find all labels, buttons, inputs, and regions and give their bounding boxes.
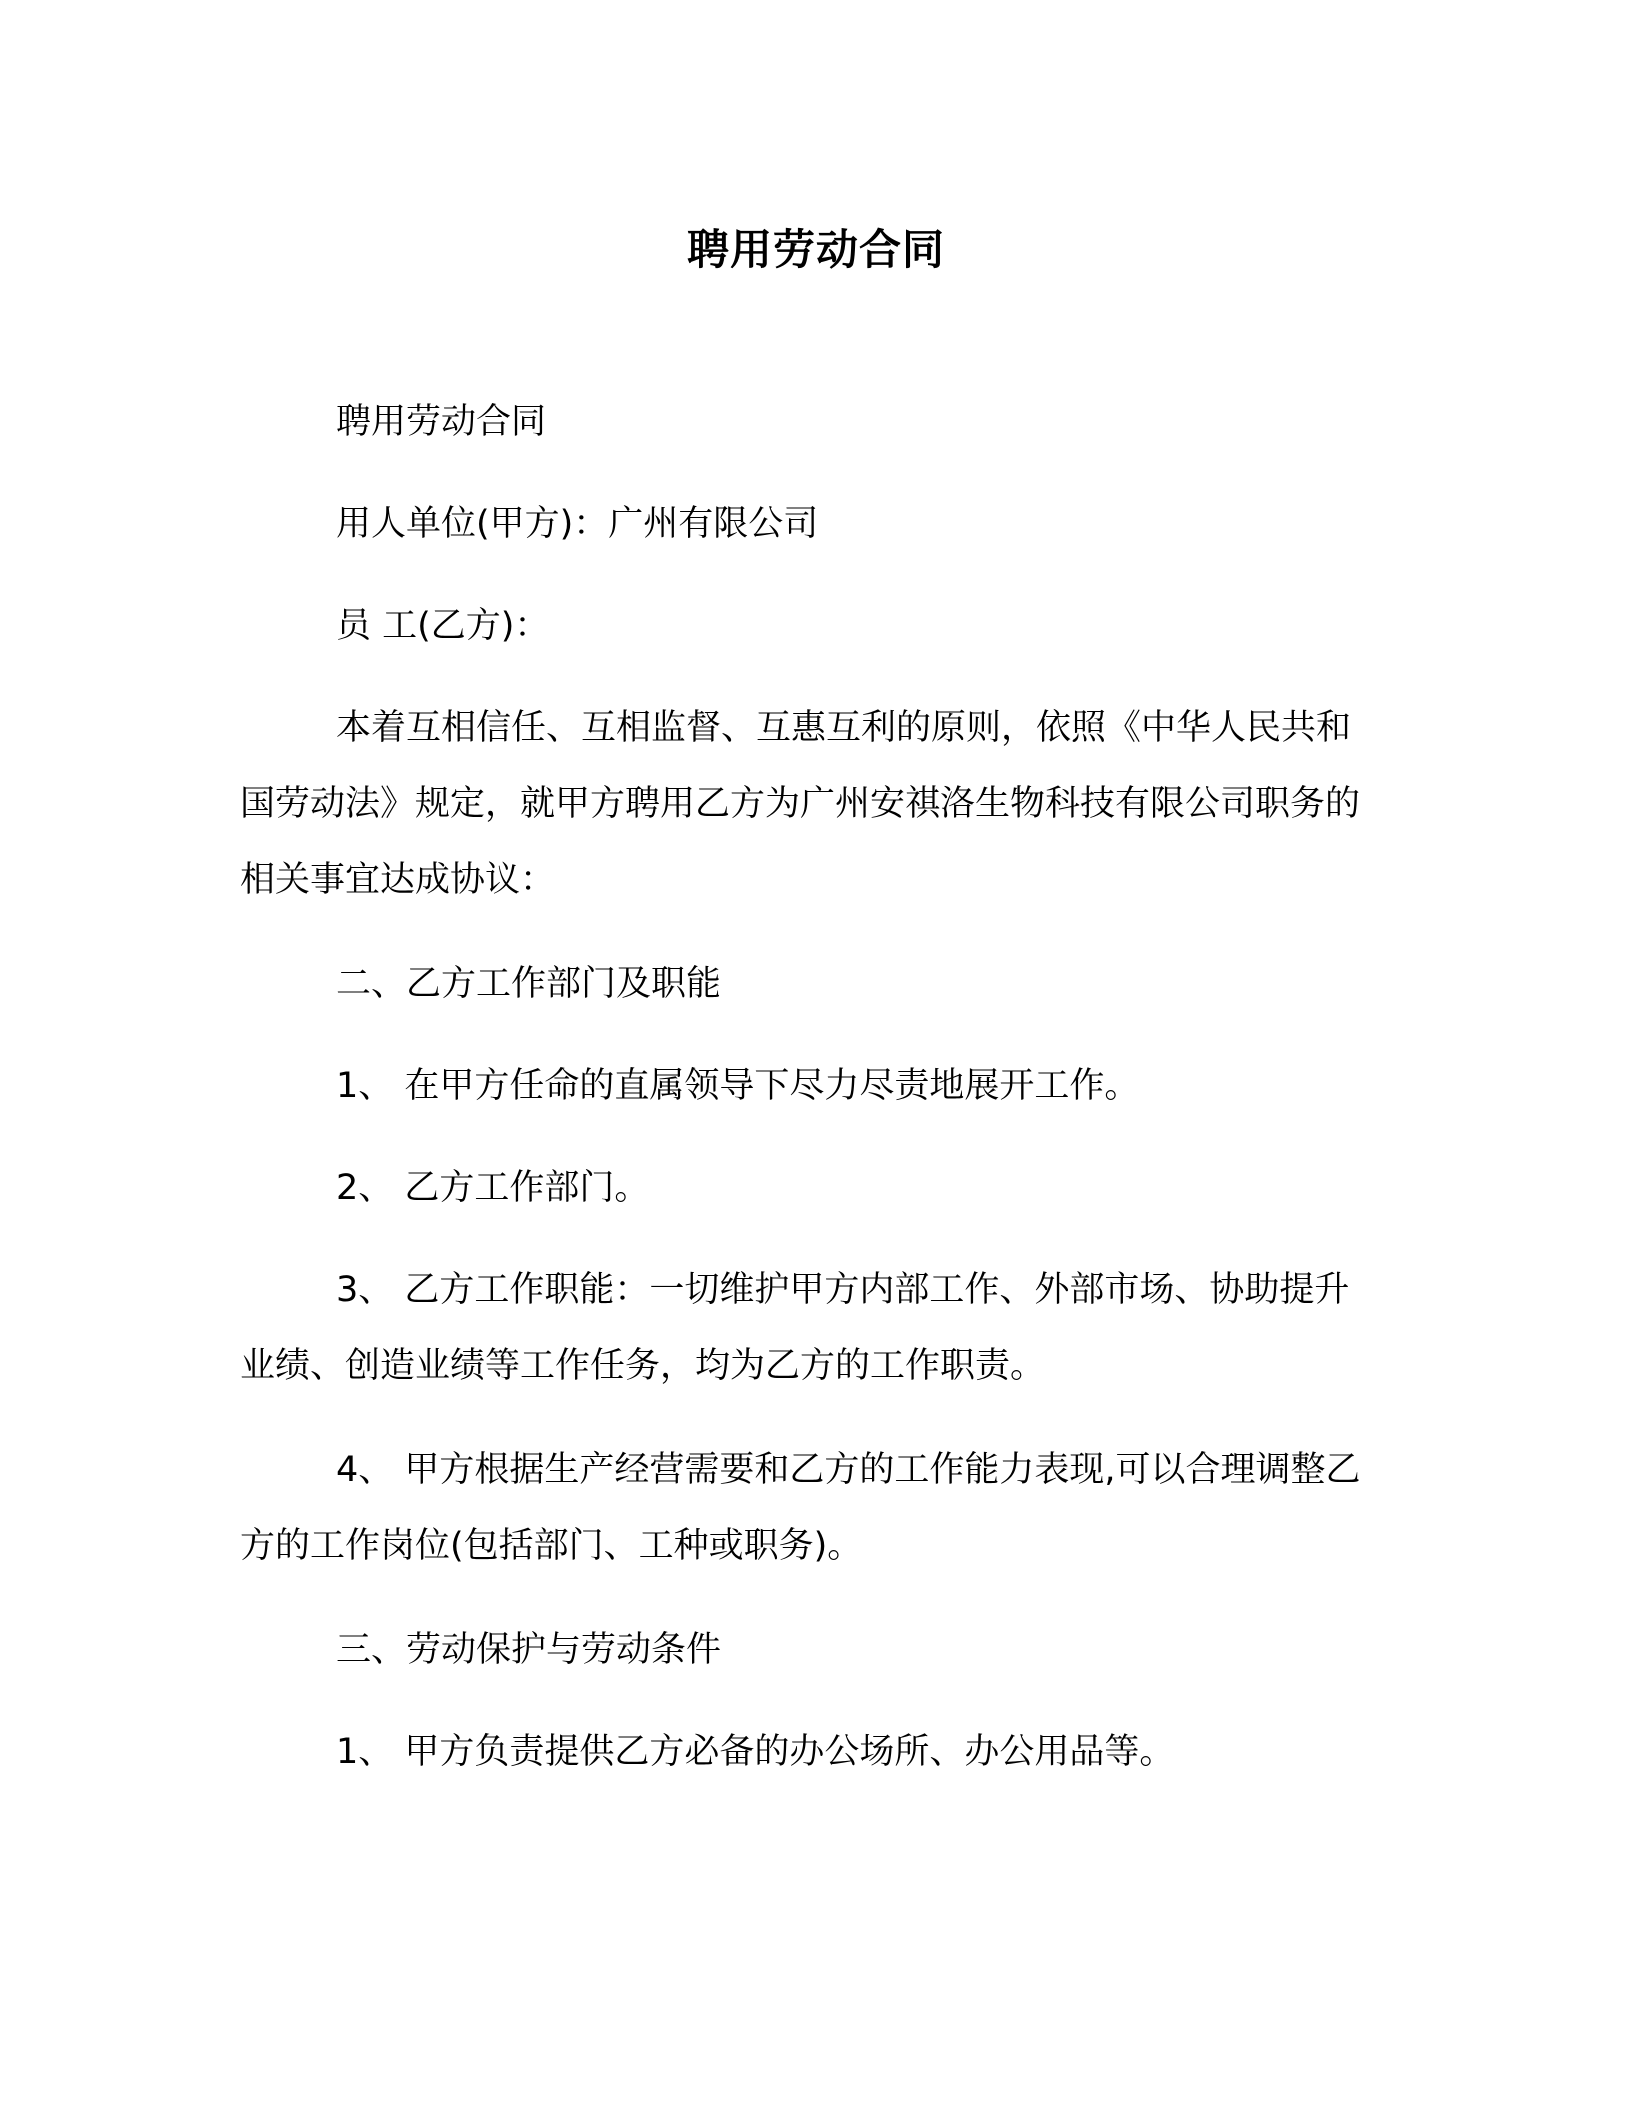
- section-heading-3: 三、劳动保护与劳动条件: [336, 1630, 722, 1670]
- clause-2-2: 2、 乙方工作部门。: [336, 1168, 650, 1208]
- clause-2-1: 1、 在甲方任命的直属领导下尽力尽责地展开工作。: [336, 1066, 1140, 1106]
- clause-3-1: 1、 甲方负责提供乙方必备的办公场所、办公用品等。: [336, 1732, 1175, 1772]
- document-title: 聘用劳动合同: [686, 225, 945, 274]
- paragraph-contract-heading: 聘用劳动合同: [336, 402, 547, 442]
- paragraph-employee: 员 工(乙方)：: [336, 606, 550, 646]
- paragraph-preamble: 本着互相信任、互相监督、互惠互利的原则，依照《中华人民共和国劳动法》规定，就甲方聘用乙方为广州安祺洛生物科技有限公司职务的相关事宜达成协议：: [240, 708, 1361, 900]
- paragraph-employer: 用人单位(甲方)：广州有限公司: [336, 504, 819, 544]
- clause-2-4: 4、 甲方根据生产经营需要和乙方的工作能力表现,可以合理调整乙方的工作岗位(包括部门、工种或职务)。: [240, 1450, 1361, 1566]
- section-heading-2: 二、乙方工作部门及职能: [336, 964, 722, 1004]
- clause-2-3: 3、 乙方工作职能：一切维护甲方内部工作、外部市场、协助提升业绩、创造业绩等工作任务，均为乙方的工作职责。: [240, 1270, 1350, 1386]
